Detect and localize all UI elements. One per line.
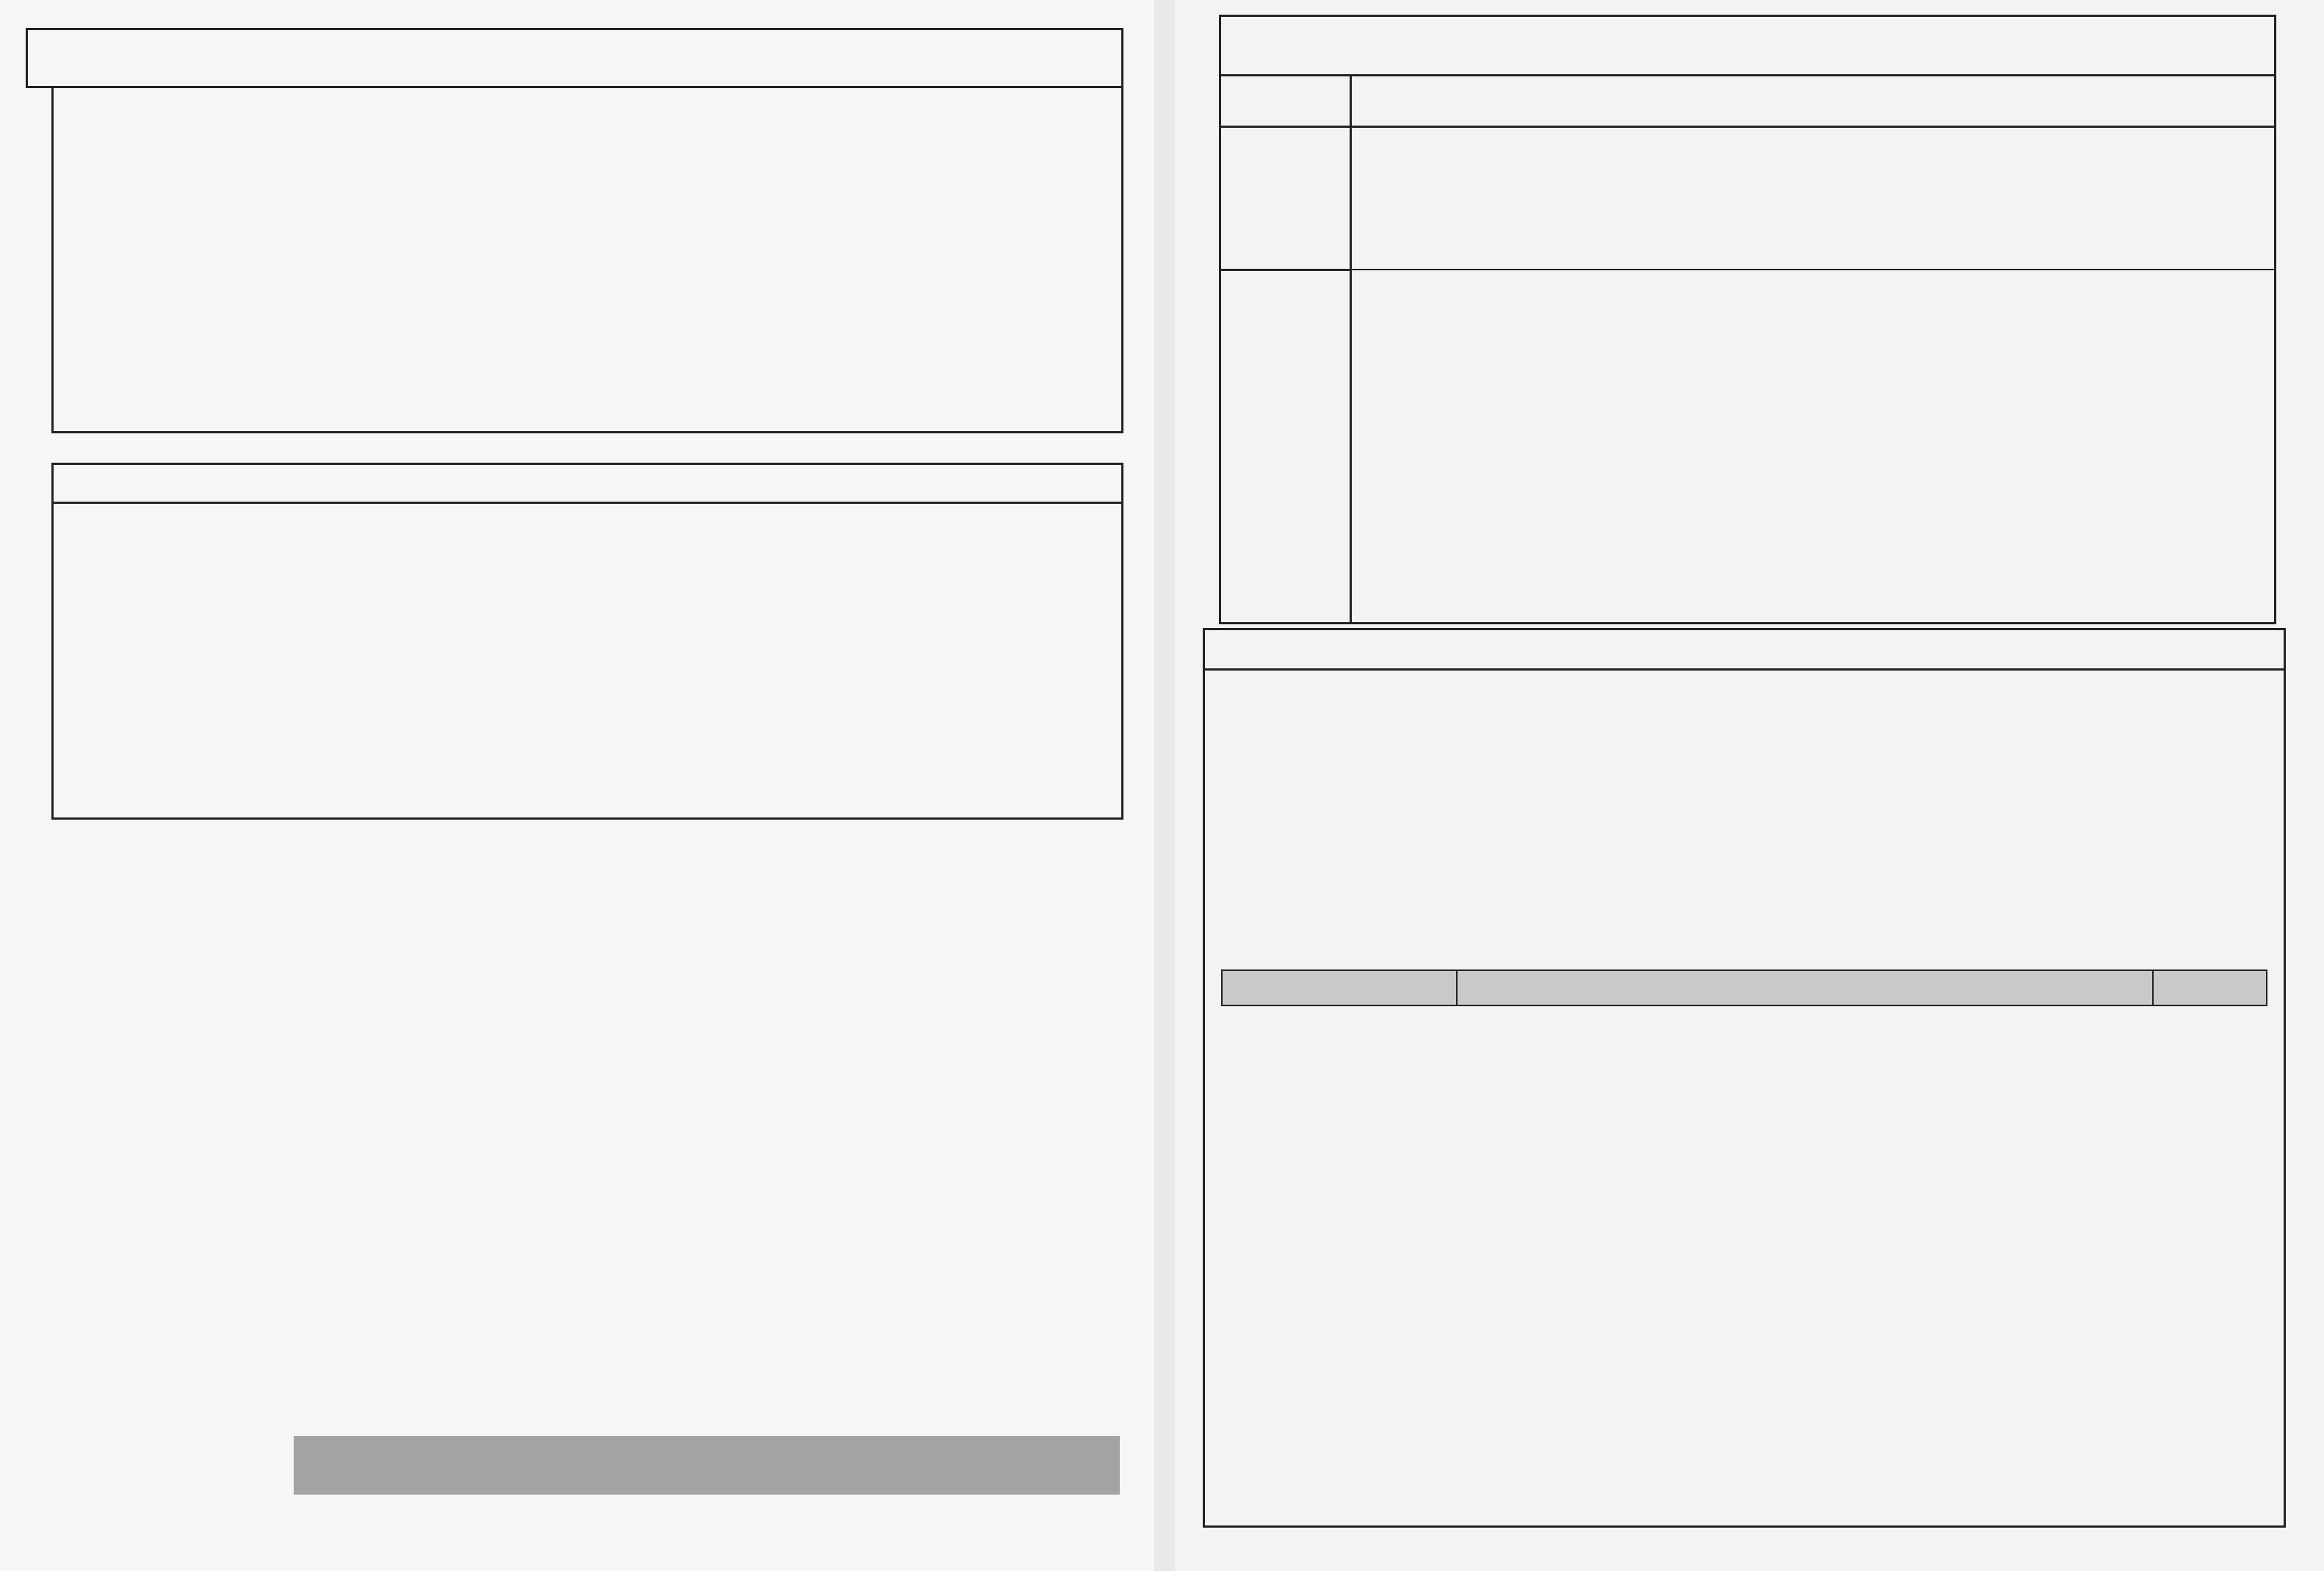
divider bbox=[1205, 668, 2284, 671]
divider bbox=[1221, 126, 2274, 128]
part1-header-box bbox=[26, 28, 1123, 88]
header-note bbox=[2153, 970, 2267, 1005]
divider bbox=[1350, 74, 1352, 622]
sports-results-table bbox=[1221, 969, 2267, 1006]
minutes-box bbox=[1219, 15, 2276, 624]
footer-banner bbox=[294, 1436, 1120, 1495]
part2-header-box bbox=[51, 463, 1123, 504]
divider bbox=[1350, 269, 2274, 270]
report-box bbox=[1203, 628, 2286, 1528]
part1-body-box bbox=[51, 88, 1123, 433]
part2-body-box bbox=[51, 504, 1123, 820]
header-rank bbox=[1457, 970, 2154, 1005]
divider bbox=[1221, 269, 1350, 271]
right-page bbox=[1175, 0, 2324, 1571]
left-page bbox=[0, 0, 1154, 1571]
header-event bbox=[1222, 970, 1457, 1005]
divider bbox=[1221, 74, 2274, 76]
